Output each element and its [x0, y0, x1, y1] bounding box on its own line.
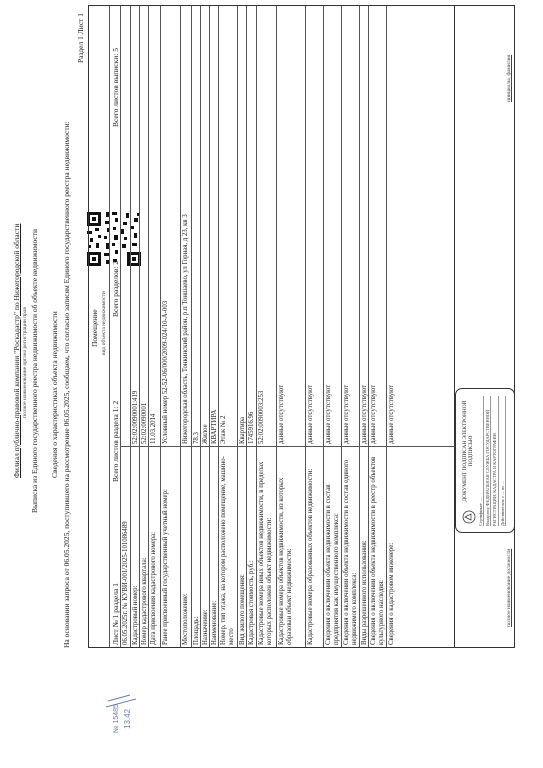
row-label: Вид жилого помещения: [239, 574, 246, 645]
row-label: Сведения о включении объекта недвижимости в реестр объектов культурного наследия: [370, 456, 385, 645]
sheets-total: Всего листов выписки: 5 [111, 48, 120, 127]
stamp-details [478, 396, 507, 526]
table-row [276, 6, 305, 647]
row-label: Ранее присвоенный государственный учетный номер: [162, 489, 169, 645]
row-value: 11.03.2014 [150, 413, 157, 444]
object-kind-row [89, 6, 109, 647]
branch-note: полное наименование органа регистрации прав [22, 307, 28, 418]
row-label: Местоположение: [182, 593, 189, 645]
row-value: 1745916.96 [248, 411, 255, 444]
row-value: Квартира [239, 416, 246, 444]
table-row [256, 6, 276, 647]
column-divider [120, 446, 456, 447]
row-label: Кадастровая стоимость, руб.: [248, 560, 255, 645]
document-subtitle: Сведения о характеристиках объекта недвижимости [50, 311, 59, 478]
row-label: Площадь: [193, 616, 200, 645]
row-value: Жилое [202, 424, 209, 444]
table-row [130, 6, 139, 647]
row-label: Номер кадастрового квартала: [141, 557, 148, 645]
row-label: Наименование: [211, 600, 218, 645]
stamp-title: ДОКУМЕНТ ПОДПИСАН ЭЛЕКТРОННОЙ ПОДПИСЬЮ [462, 400, 474, 502]
row-value: 52:02:0090001:419 [132, 390, 139, 444]
row-label: Кадастровый номер: [132, 585, 139, 645]
branch-name: Филиал публично-правовой компании "Роскадастр" по Нижегородской области [12, 223, 21, 478]
table-row [237, 6, 246, 647]
handwritten-stamp [95, 694, 145, 734]
stamp-time: 13.42 [123, 708, 132, 729]
row-value: КВАРТИРА [211, 409, 218, 444]
row-label: Номер, тип этажа, на котором расположено помещение, машино-место [220, 456, 235, 645]
signature-caption: инициалы, фамилия [506, 54, 512, 102]
row-value: данные отсутствуют [370, 384, 377, 444]
row-value: Условный номер 52-52-06/000/2009-024/10-А-003 [162, 300, 169, 444]
row-value: данные отсутствуют [388, 384, 395, 444]
table-row [180, 6, 191, 647]
row-label: Кадастровые номера объектов недвижимости, из которых образован объект недвижимости: [278, 477, 293, 645]
row-label: Сведения о включении объекта недвижимости в состав предприятия как имущественного комплекса: [325, 484, 340, 645]
row-value: данные отсутствуют [325, 384, 332, 444]
table-row [368, 6, 386, 647]
table-row [305, 6, 323, 647]
sections-total: Всего разделов: 2 [111, 260, 120, 317]
row-value: данные отсутствуют [278, 384, 285, 444]
request-intro: На основании запроса от 06.05.2025, поступившего на рассмотрение 06.05.2025, сообщаем, что согласно записям Единого государственного реестра недвижимости: [62, 121, 71, 648]
e-signature-stamp [455, 388, 515, 533]
row-label: 06.05.2025г. № КУВИ-001/2025-101086489 [122, 521, 129, 645]
row-label: Кадастровые номера образованных объектов недвижимости: [307, 468, 314, 645]
sheet-info-row [109, 6, 120, 647]
stamp-line: РЕГИСТРАЦИИ, КАДАСТРА И КАРТОГРАФИИ [492, 396, 498, 526]
row-value: Этаж № 2 [220, 415, 227, 444]
row-label: Сведения о кадастровом инженере: [388, 542, 395, 645]
document-title: Выписка из Единого государственного реестра недвижимости об объекте недвижимости [30, 228, 39, 513]
row-label: Дата присвоения кадастрового номера: [150, 531, 157, 645]
table-row [341, 6, 359, 647]
row-value: 52:02:0090001 [141, 402, 148, 444]
table-row [218, 6, 237, 647]
stamp-line: Сертификат: ... [478, 396, 484, 526]
position-caption: полное наименование должности [506, 548, 512, 627]
table-row [359, 6, 368, 647]
table-row [246, 6, 256, 647]
row-value: данные отсутствуют [361, 384, 368, 444]
table-row [148, 6, 160, 647]
sheet-number: Лист № 1 раздела 1 [111, 583, 120, 645]
table-row [323, 6, 341, 647]
row-label: Кадастровые номера иных объектов недвижимости, в пределах которых расположен объект недвижимости: [258, 461, 273, 645]
object-kind-note: вид объекта недвижимости [101, 291, 107, 355]
table-row [139, 6, 148, 647]
signature-footer [455, 5, 515, 648]
row-value: 78.3 [193, 432, 200, 444]
table-row [191, 6, 200, 647]
stamp-number: № 15485 [113, 704, 120, 733]
row-value: данные отсутствуют [343, 384, 350, 444]
table-row [160, 6, 180, 647]
section-label: Раздел 1 Лист 1 [76, 12, 85, 63]
row-value: 52:02:0090003:253 [258, 390, 265, 444]
row-value: Нижегородская область, Тонкинский район, р.п Тоншаево, ул Горная, д 23, кв 3 [182, 214, 189, 444]
table-row [386, 6, 456, 647]
object-kind: Помещение [90, 309, 99, 347]
emblem-icon [462, 510, 476, 524]
stamp-line: Владелец: ФЕДЕРАЛЬНАЯ СЛУЖБА ГОСУДАРСТВЕННОЙ [485, 396, 491, 526]
table-row [120, 6, 130, 647]
table-row [209, 6, 218, 647]
row-label: Сведения о включении объекта недвижимости в состав единого недвижимого комплекса: [343, 459, 358, 645]
sheets-in-section: Всего листов раздела 1: 2 [111, 400, 120, 482]
stamp-line: Действителен: с ... по ... [500, 396, 506, 526]
table-row [200, 6, 209, 647]
row-label: Назначение: [202, 609, 209, 645]
characteristics-table [88, 5, 455, 648]
row-value: данные отсутствуют [307, 384, 314, 444]
row-label: Виды разрешенного использования: [361, 540, 368, 645]
